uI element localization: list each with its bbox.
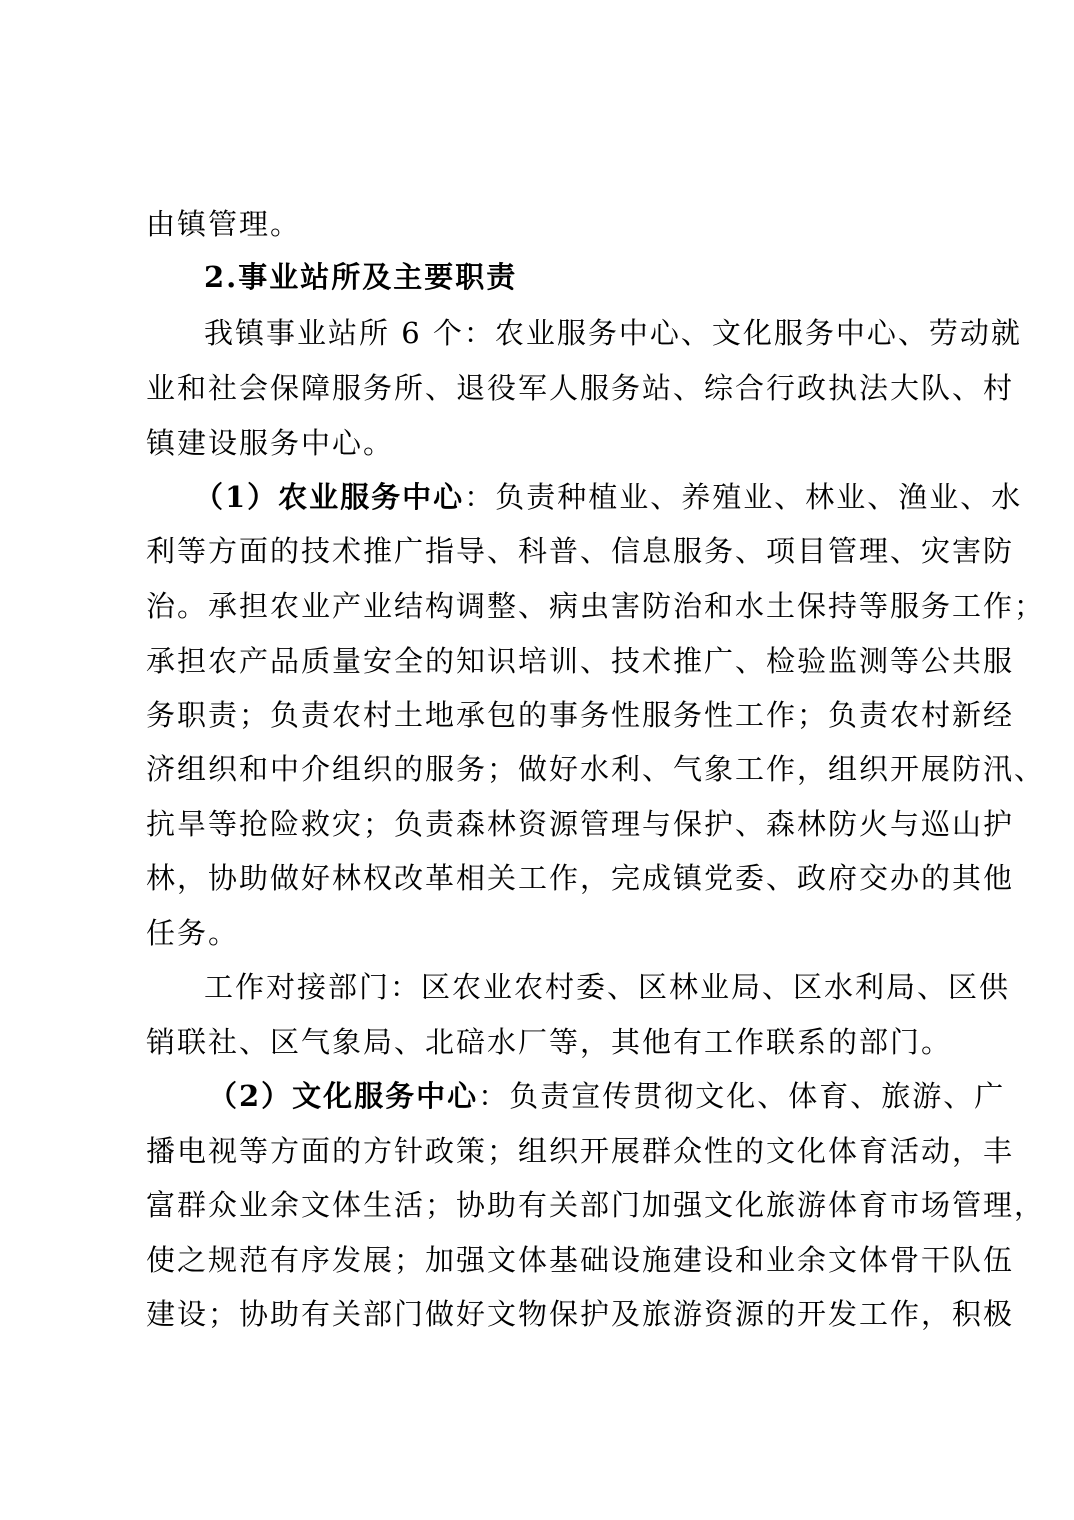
paragraph-line: 镇建设服务中心。: [146, 426, 395, 460]
paragraph-line: 任务。: [146, 916, 240, 950]
paragraph-line: 播电视等方面的方针政策；组织开展群众性的文化体育活动，丰: [146, 1134, 1015, 1168]
paragraph-text: ：负责种植业、养殖业、林业、渔业、水: [464, 480, 1023, 514]
paragraph-line: 富群众业余文体生活；协助有关部门加强文化旅游体育市场管理，: [146, 1188, 1046, 1222]
paragraph-line: [208, 1076, 1008, 1116]
paragraph-line: 建设；协助有关部门做好文物保护及旅游资源的开发工作，积极: [146, 1297, 1015, 1331]
section-heading: 2.事业站所及主要职责: [204, 260, 518, 294]
paragraph-line: 由镇管理。: [146, 207, 302, 241]
paragraph-text: ：负责宣传贯彻文化、体育、旅游、广: [478, 1079, 1006, 1113]
subsection-title: （2）文化服务中心: [208, 1079, 479, 1113]
paragraph-line: [194, 477, 1023, 517]
paragraph-line: 工作对接部门：区农业农村委、区林业局、区水利局、区供: [204, 970, 1011, 1004]
paragraph-line: 承担农产品质量安全的知识培训、技术推广、检验监测等公共服: [146, 644, 1015, 678]
paragraph-line: 治。承担农业产业结构调整、病虫害防治和水土保持等服务工作；: [146, 589, 1046, 623]
subsection-title: （1）农业服务中心: [194, 480, 465, 514]
paragraph-line: 业和社会保障服务所、退役军人服务站、综合行政执法大队、村: [146, 371, 1015, 405]
paragraph-line: 林，协助做好林权改革相关工作，完成镇党委、政府交办的其他: [146, 861, 1015, 895]
paragraph-line: 利等方面的技术推广指导、科普、信息服务、项目管理、灾害防: [146, 534, 1015, 568]
paragraph-line: 济组织和中介组织的服务；做好水利、气象工作，组织开展防汛、: [146, 752, 1046, 786]
paragraph-line: 抗旱等抢险救灾；负责森林资源管理与保护、森林防火与巡山护: [146, 807, 1015, 841]
paragraph-line: 使之规范有序发展；加强文体基础设施建设和业余文体骨干队伍: [146, 1243, 1015, 1277]
paragraph-line: 销联社、区气象局、北碚水厂等，其他有工作联系的部门。: [146, 1025, 953, 1059]
paragraph-line: 我镇事业站所 6 个：农业服务中心、文化服务中心、劳动就: [204, 316, 1022, 350]
paragraph-line: 务职责；负责农村土地承包的事务性服务性工作；负责农村新经: [146, 698, 1015, 732]
